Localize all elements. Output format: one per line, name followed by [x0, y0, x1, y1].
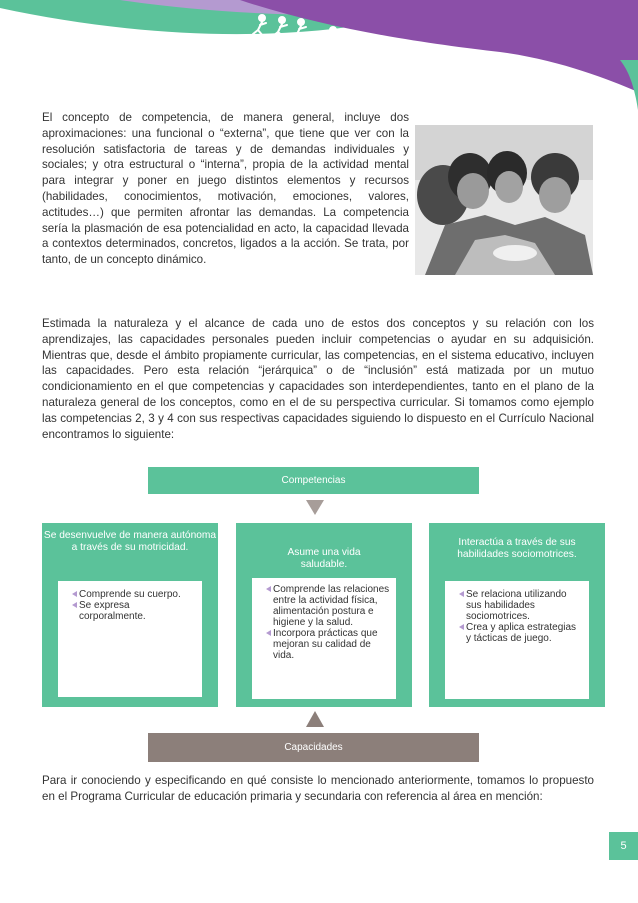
competency-column: [429, 523, 605, 707]
capacity-item: Comprende las relaciones entre la actividad física, alimentación postura e higiene y la salud.: [266, 584, 390, 628]
arrow-up-icon: [306, 711, 324, 727]
capacities-box: [58, 581, 202, 697]
capacities-box: [252, 578, 396, 699]
capacity-item: Se expresa corporalmente.: [72, 600, 196, 622]
triangle-bullet-icon: [459, 591, 464, 597]
triangle-bullet-icon: [459, 624, 464, 630]
capacidades-bar: Capacidades: [148, 733, 479, 762]
page-number: 5: [609, 832, 638, 860]
competency-title: Asume una vida saludable.: [287, 547, 361, 570]
header-decoration: [0, 0, 638, 110]
triangle-bullet-icon: [266, 630, 271, 636]
header-purple-wave: [240, 0, 638, 92]
triangle-bullet-icon: [266, 586, 271, 592]
triangle-bullet-icon: [72, 602, 77, 608]
students-group-photo: [415, 125, 593, 275]
capacity-item: Crea y aplica estrategias y tácticas de juego.: [459, 622, 583, 644]
competency-column: [42, 523, 218, 707]
competency-column: [236, 523, 412, 707]
capacity-item: Se relaciona utilizando sus habilidades sociomotrices.: [459, 589, 583, 622]
competencias-bar: Competencias: [148, 467, 479, 494]
capacities-box: [445, 581, 589, 699]
body-paragraph: Estimada la naturaleza y el alcance de cada uno de estos dos conceptos y su relación con los aprendizajes, las capacidades personales pueden incluir competencias o ayudar en su adquisición. Mientras que, desde el ámbito propiamente curricular, las competencias, en el sistema educativo, incluyen las capacidades. Pero esta relación “jerárquica” o de “inclusión” está matizada por un mutuo condicionamiento en el que competencias y capacidades son interdependientes, tanto en el plano de la naturaleza general de los conceptos, como en el de su perspectiva curricular. Si tomamos como ejemplo las competencias 2, 3 y 4 con sus respectivas capacidades siguiendo lo dispuesto en el Currículo Nacional encontramos lo siguiente:: [42, 317, 594, 441]
arrow-down-icon: [306, 500, 324, 515]
triangle-bullet-icon: [72, 591, 77, 597]
intro-paragraph: El concepto de competencia, de manera general, incluye dos aproximaciones: una funcional o “externa”, que tiene que ver con la resolución satisfactoria de tareas y de demandas individuales y sociales; y otra estructural o “interna”, propia de la actividad mental para integrar y poner en juego distintos elementos y recursos (habilidades, conocimientos, motivación, emociones, valores, actitudes…) que permiten afrontar las demandas. La competencia sería la plasmación de esa potencialidad en acto, la capacidad llevada a contextos determinados, concretos, ligados a la acción. Se trata, por tanto, de un concepto dinámico.: [42, 111, 409, 267]
capacity-item: Incorpora prácticas que mejoran su calidad de vida.: [266, 628, 390, 661]
competency-title: Se desenvuelve de manera autónoma a través de su motricidad.: [43, 530, 217, 553]
capacity-item: Comprende su cuerpo.: [72, 589, 196, 600]
competency-title: Interactúa a través de sus habilidades sociomotrices.: [457, 537, 577, 560]
closing-paragraph: Para ir conociendo y especificando en qué consiste lo mencionado anteriormente, tomamos lo propuesto en el Programa Curricular de educación primaria y secundaria con referencia al área en mención:: [42, 774, 594, 803]
